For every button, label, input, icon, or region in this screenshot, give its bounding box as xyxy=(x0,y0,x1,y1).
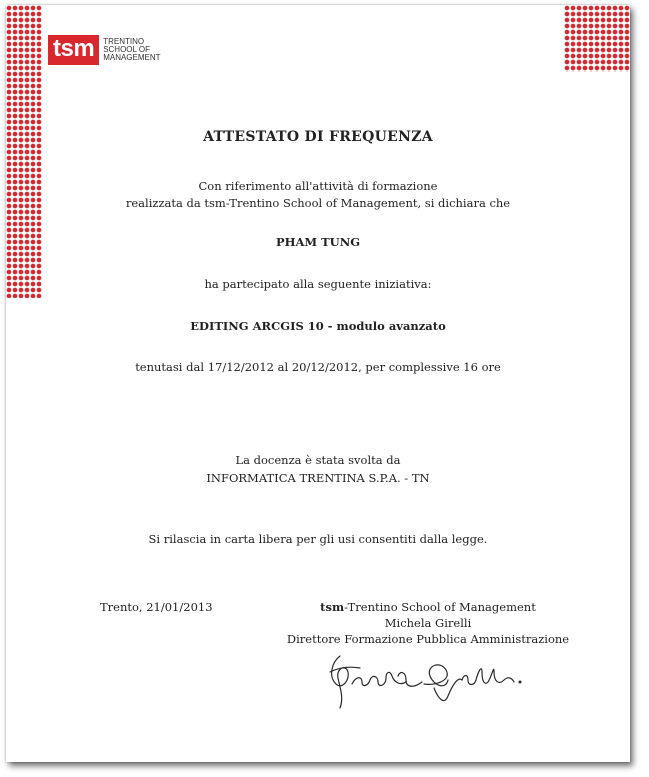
logo-line-2: SCHOOL OF xyxy=(103,45,151,54)
logo-line-1: TRENTINO xyxy=(103,37,145,46)
certificate-title: ATTESTATO DI FREQUENZA xyxy=(203,129,433,145)
logo-mark: tsm xyxy=(48,35,99,65)
teaching-line-1: La docenza è stata svolta da xyxy=(235,453,401,467)
handwritten-signature xyxy=(326,650,556,710)
issuing-organization xyxy=(286,600,570,614)
signer-name: Michela Girelli xyxy=(384,616,472,630)
signer-role: Direttore Formazione Pubblica Amministrazione xyxy=(286,632,570,646)
decorative-dot-pattern-left xyxy=(6,5,42,298)
certificate-page xyxy=(6,5,630,762)
tsm-logo xyxy=(48,35,161,65)
teaching-line-2: INFORMATICA TRENTINA S.P.A. - TN xyxy=(206,471,430,485)
participant-name: PHAM TUNG xyxy=(275,235,361,249)
logo-wordmark xyxy=(103,38,160,62)
participation-text: ha partecipato alla seguente iniziativa: xyxy=(204,277,432,291)
legal-statement: Si rilascia in carta libera per gli usi consentiti dalla legge. xyxy=(148,532,488,546)
intro-line-2: realizzata da tsm-Trentino School of Management, si dichiara che xyxy=(125,196,511,210)
org-suffix: -Trentino School of Management xyxy=(344,600,536,614)
course-dates: tenutasi dal 17/12/2012 al 20/12/2012, per complessive 16 ore xyxy=(135,360,501,374)
intro-line-1: Con riferimento all'attività di formazione xyxy=(198,179,438,193)
course-title: EDITING ARCGIS 10 - modulo avanzato xyxy=(190,319,446,333)
org-prefix: tsm xyxy=(320,600,345,614)
decorative-dot-pattern-right xyxy=(564,5,630,72)
logo-line-3: MANAGEMENT xyxy=(103,53,161,62)
place-and-date: Trento, 21/01/2013 xyxy=(100,600,213,614)
